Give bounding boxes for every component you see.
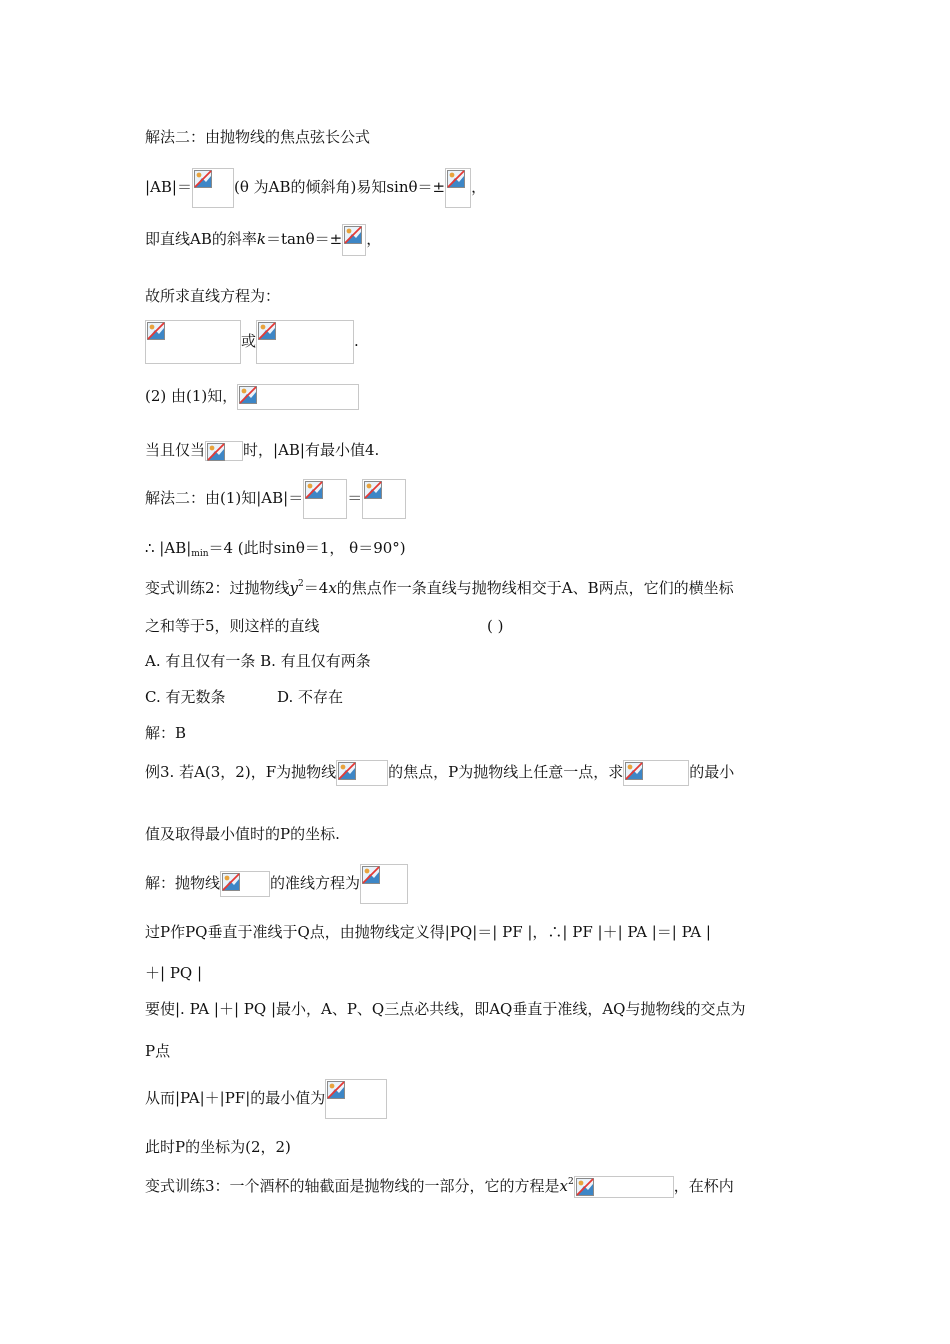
broken-image-icon [221, 872, 241, 892]
broken-image-icon [361, 865, 381, 885]
formula-image [325, 1079, 387, 1119]
broken-image-icon [238, 385, 258, 405]
broken-image-icon [304, 480, 324, 500]
broken-image-icon [624, 761, 644, 781]
line-19: ＋| PQ | [145, 964, 203, 982]
formula-image [342, 224, 366, 256]
formula-image [574, 1176, 674, 1198]
formula-image [205, 441, 243, 461]
line-17: 解：抛物线 的准线方程为 [145, 864, 408, 904]
line-6: (2) 由(1)知， [145, 384, 359, 410]
line-14: 解：B [145, 724, 187, 742]
line-9: ∴ $|AB|_{min}=4$ (此时sinθ＝1， θ＝90°) [145, 539, 406, 559]
line-20: 要使|. PA |＋| PQ |最小，A、P、Q三点必共线，即AQ垂直于准线，AQ与抛物线的交点为 [145, 1000, 746, 1018]
line-16: 值及取得最小值时的P的坐标. [145, 825, 340, 843]
formula-image [256, 320, 354, 364]
line-3: 即直线AB的斜率k＝tanθ＝± ， [145, 224, 381, 256]
line-8: 解法二：由(1)知|AB|＝ ＝ [145, 479, 406, 519]
line-22: 从而|PA|＋|PF|的最小值为 [145, 1079, 387, 1119]
line-7: 当且仅当 时，|AB|有最小值4. [145, 440, 379, 461]
line-15: 例3. 若A(3，2)，F为抛物线 的焦点，P为抛物线上任意一点，求 的最小 [145, 760, 734, 786]
broken-image-icon [337, 761, 357, 781]
line-4: 故所求直线方程为： [145, 287, 281, 305]
broken-image-icon [206, 442, 226, 462]
broken-image-icon [257, 321, 277, 341]
formula-image [220, 871, 270, 897]
line-21: P点 [145, 1042, 171, 1060]
formula-image [192, 168, 234, 208]
broken-image-icon [575, 1177, 595, 1197]
formula-image [237, 384, 359, 410]
broken-image-icon [193, 169, 213, 189]
line-1: 解法二：由抛物线的焦点弦长公式 [145, 128, 371, 146]
formula-image [336, 760, 388, 786]
broken-image-icon [343, 225, 363, 245]
formula-image [360, 864, 408, 904]
broken-image-icon [363, 480, 383, 500]
formula-image [623, 760, 689, 786]
line-13: C. 有无数条 D. 不存在 [145, 688, 344, 706]
line-18: 过P作PQ垂直于准线于Q点，由抛物线定义得|PQ|＝| PF |，∴| PF |＋| PA |＝| PA | [145, 923, 711, 941]
formula-image [303, 479, 347, 519]
line-23: 此时P的坐标为(2，2) [145, 1138, 291, 1156]
line-2: |AB|＝ (θ 为AB的倾斜角)易知sinθ＝± ， [145, 168, 486, 208]
broken-image-icon [146, 321, 166, 341]
formula-image [362, 479, 406, 519]
broken-image-icon [326, 1080, 346, 1100]
line-12: A. 有且仅有一条 B. 有且仅有两条 [145, 652, 371, 670]
broken-image-icon [446, 169, 466, 189]
formula-image [445, 168, 471, 208]
formula-image [145, 320, 241, 364]
line-11: 之和等于5，则这样的直线 ( ) [145, 617, 504, 635]
line-5: 或 . [145, 320, 359, 364]
line-10: 变式训练2：过抛物线$y^2=4x$的焦点作一条直线与抛物线相交于A、B两点，它们的横坐标 [145, 579, 734, 597]
line-24: 变式训练3：一个酒杯的轴截面是抛物线的一部分，它的方程是$x^2$ ，在杯内 [145, 1172, 734, 1198]
